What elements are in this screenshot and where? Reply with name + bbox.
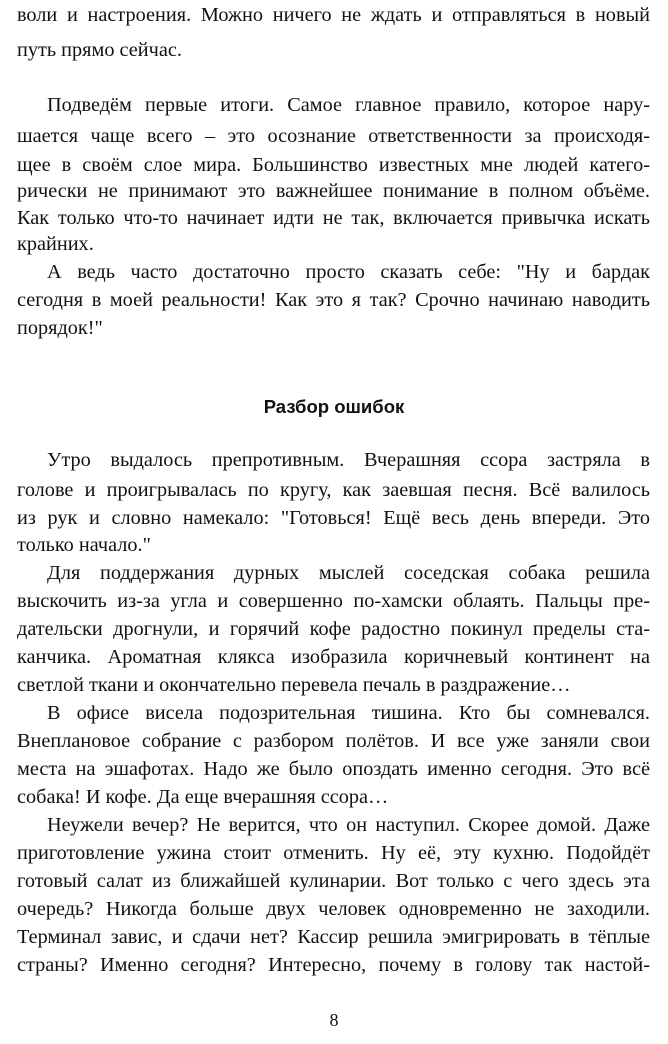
text-line: путь прямо сейчас.: [17, 39, 182, 61]
text-line: Как только что-то начинает идти не так, включается привычка искать: [17, 207, 650, 229]
text-line: порядок!": [17, 317, 103, 339]
text-line: рически не принимают это важнейшее понимание в полном объёме.: [17, 180, 650, 202]
text-line: крайних.: [17, 233, 94, 255]
text-line: Для поддержания дурных мыслей соседская собака решила: [47, 562, 650, 584]
text-line: щее в своём слое мира. Большинство известных мне людей катего-: [17, 154, 650, 176]
text-line: страны? Именно сегодня? Интересно, почему в голову так настой-: [17, 954, 650, 976]
text-line: очередь? Никогда больше двух человек одновременно не заходили.: [17, 898, 650, 920]
text-line: Неужели вечер? Не верится, что он наступил. Скорее домой. Даже: [47, 814, 650, 836]
text-line: выскочить из-за угла и совершенно по-хамски облаять. Пальцы пре-: [17, 590, 650, 612]
text-line: А ведь часто достаточно просто сказать себе: "Ну и бардак: [47, 261, 650, 283]
text-line: канчика. Ароматная клякса изобразила коричневый континент на: [17, 646, 650, 668]
text-line: В офисе висела подозрительная тишина. Кто бы сомневался.: [47, 702, 650, 724]
section-heading: Разбор ошибок: [263, 396, 405, 417]
text-line: Утро выдалось препротивным. Вчерашняя ссора застряла в: [47, 449, 650, 471]
text-line: светлой ткани и окончательно перевела печаль в раздражение…: [17, 674, 571, 696]
text-line: места на эшафотах. Надо же было опоздать именно сегодня. Это всё: [17, 758, 650, 780]
text-line: Внеплановое собрание с разбором полётов. И все уже заняли свои: [17, 730, 650, 752]
text-line: сегодня в моей реальности! Как это я так? Срочно начинаю наводить: [17, 289, 650, 311]
text-line: только начало.": [17, 534, 151, 556]
text-line: приготовление ужина стоит отменить. Ну её, эту кухню. Подойдёт: [17, 842, 650, 864]
page-number: 8: [329, 1010, 339, 1030]
text-line: воли и настроения. Можно ничего не ждать и отправляться в новый: [17, 4, 650, 26]
text-line: шается чаще всего – это осознание ответственности за происходя-: [17, 125, 650, 147]
text-line: дательски дрогнули, и горячий кофе радостно покинул пределы ста-: [17, 618, 650, 640]
text-line: Терминал завис, и сдачи нет? Кассир решила эмигрировать в тёплые: [17, 926, 650, 948]
text-line: Подведём первые итоги. Самое главное правило, которое нару-: [47, 94, 650, 116]
text-line: собака! И кофе. Да еще вчерашняя ссора…: [17, 786, 389, 808]
text-line: голове и проигрывалась по кругу, как заевшая песня. Всё валилось: [17, 479, 650, 501]
text-line: готовый салат из ближайшей кулинарии. Вот только с чего здесь эта: [17, 870, 650, 892]
text-line: из рук и словно намекало: "Готовься! Ещё весь день впереди. Это: [17, 507, 650, 529]
